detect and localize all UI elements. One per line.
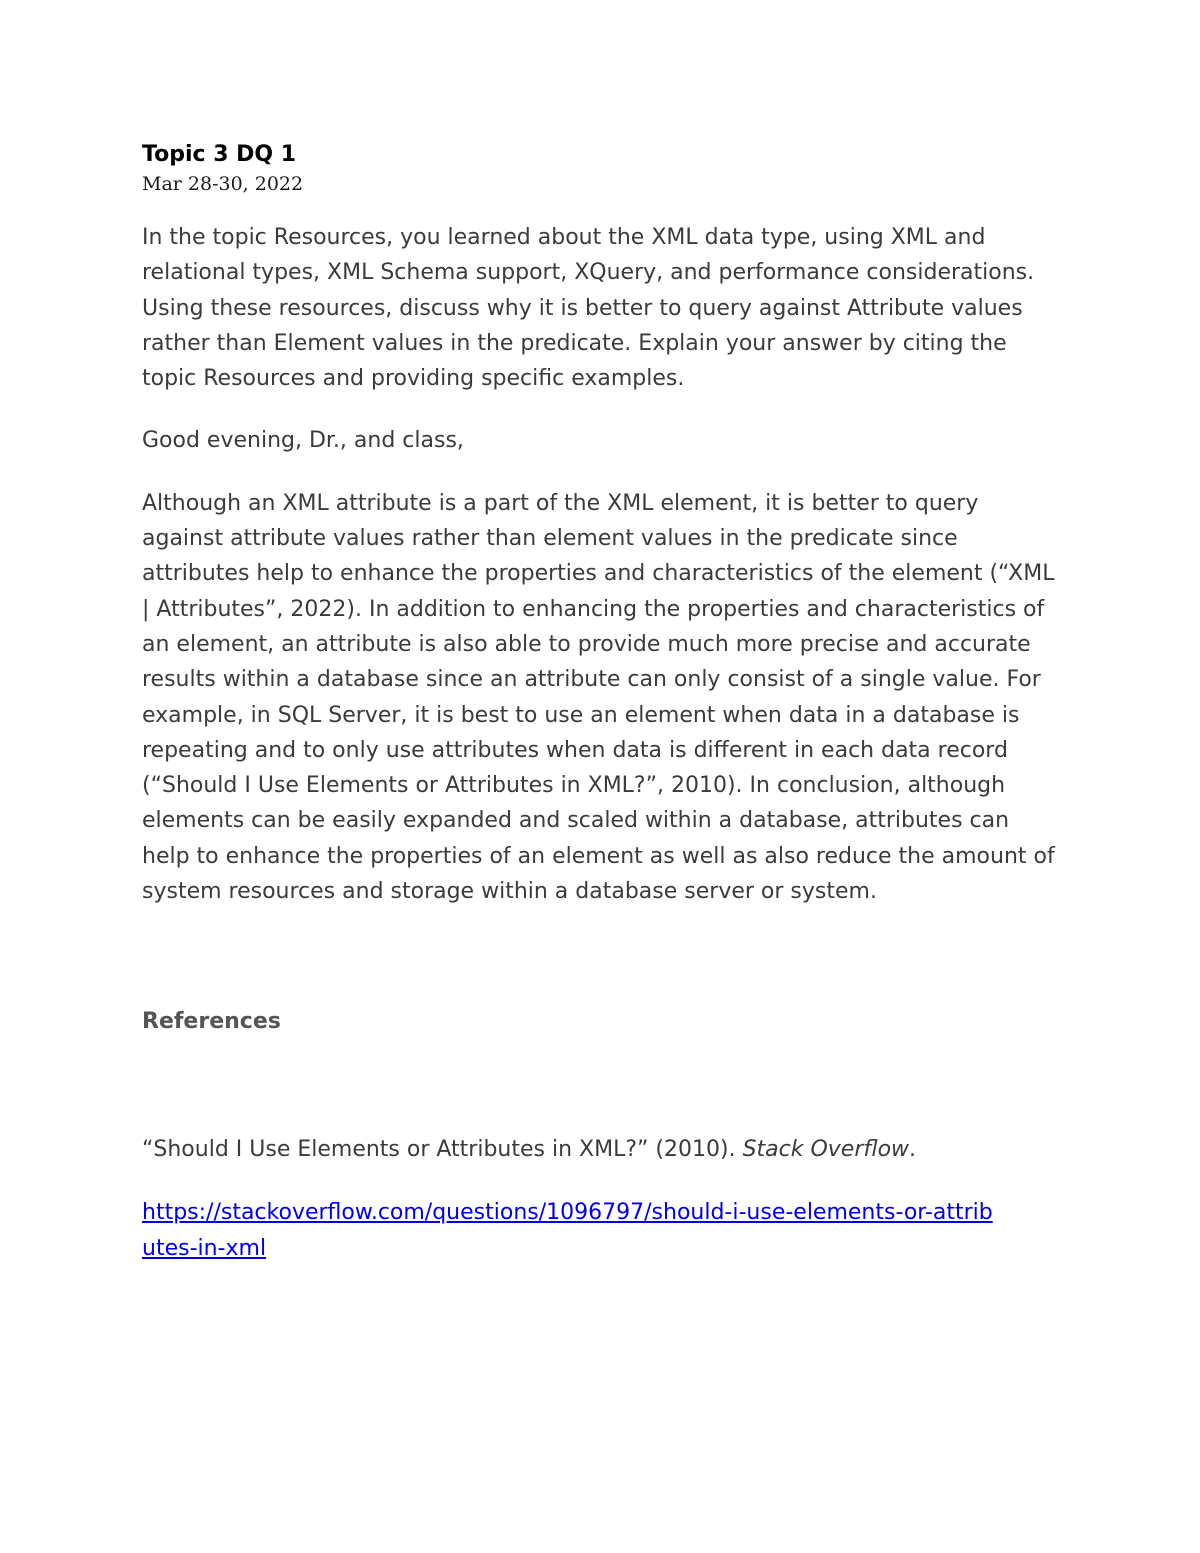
document-date: Mar 28-30, 2022 xyxy=(142,173,304,195)
discussion-prompt: In the topic Resources, you learned about the XML data type, using XML and relational types, XML Schema support, XQuery, and performance considerations. Using these resources, discuss why it is better to query against Attribute values rather than Element values in the predicate. Explain your answer by citing the topic Resources and providing specific examples. xyxy=(142,225,1035,392)
document-title: Topic 3 DQ 1 xyxy=(142,142,297,167)
reference-citation: “Should I Use Elements or Attributes in XML?” (2010). xyxy=(142,1137,743,1163)
reference-source-suffix: . xyxy=(909,1137,917,1163)
reference-source: Stack Overflow xyxy=(742,1137,910,1163)
answer-paragraph: Although an XML attribute is a part of the XML element, it is better to query against attribute values rather than element values in the predicate since attributes help to enhance the properties and characteristics of the element (“XML | Attributes”, 2022). In addition to enhancing the properties and characteristics of an element, an attribute is also able to provide much more precise and accurate results within a database since an attribute can only consist of a single value. For example, in SQL Server, it is best to use an element when data in a database is repeating and to only use attributes when data is different in each data record (“Should I Use Elements or Attributes in XML?”, 2010). In conclusion, although elements can be easily expanded and scaled within a database, attributes can help to enhance the properties of an element as well as also reduce the amount of system resources and storage within a database server or system. xyxy=(142,490,1055,905)
greeting: Good evening, Dr., and class, xyxy=(142,428,464,454)
document-content xyxy=(142,140,1062,1266)
references-heading: References xyxy=(142,1009,281,1035)
reference-link[interactable]: https://stackoverflow.com/questions/1096797/should-i-use-elements-or-attributes-in-xml xyxy=(142,1200,993,1261)
reference-entry xyxy=(142,1132,1062,1167)
